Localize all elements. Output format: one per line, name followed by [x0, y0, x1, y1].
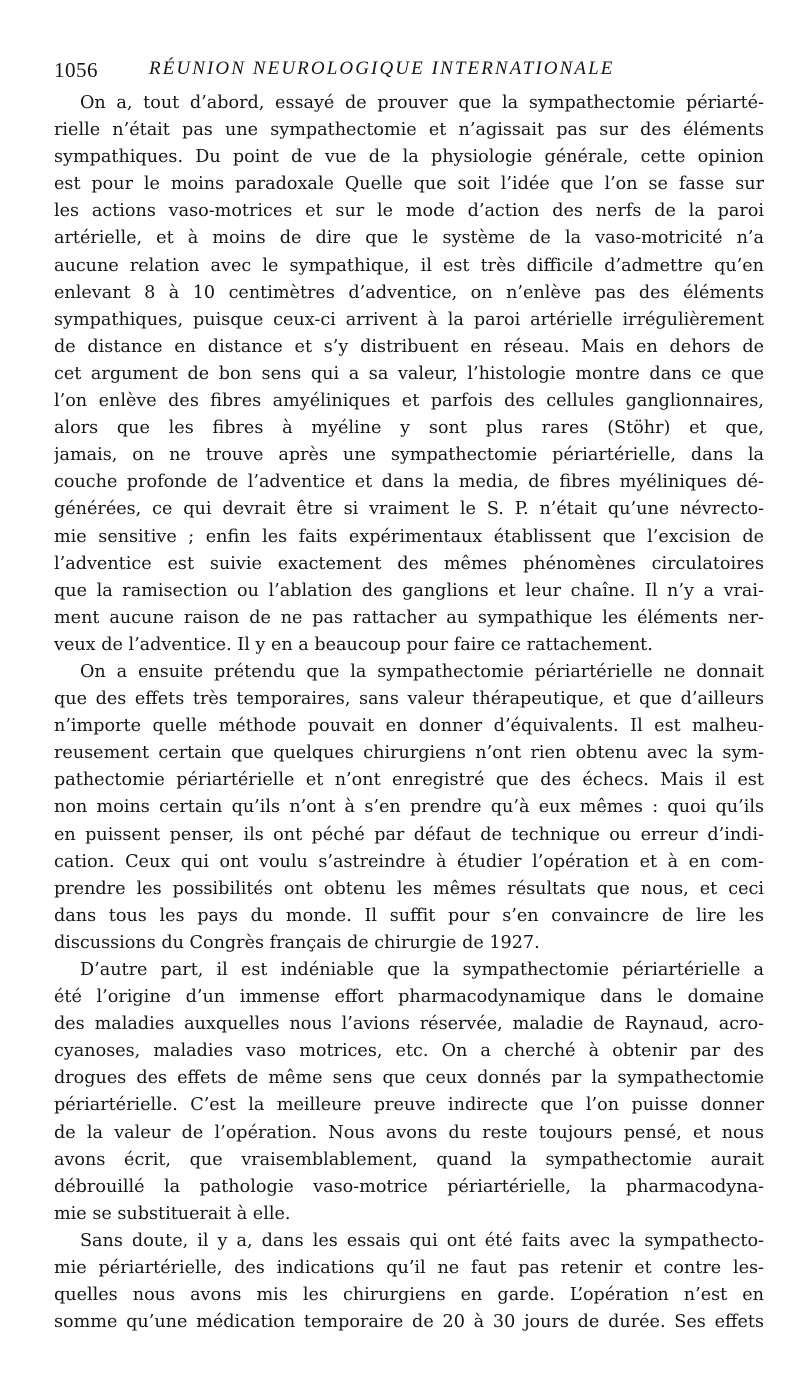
text-line: l’adventice est suivie exactement des mêmes phénomènes circulatoires [54, 553, 764, 574]
text-line: cet argument de bon sens qui a sa valeur, l’histologie montre dans ce que [54, 363, 764, 384]
text-line: sympathiques, puisque ceux-ci arrivent à la paroi artérielle irrégulièrement [54, 309, 764, 330]
text-line: On a, tout d’abord, essayé de prouver que la sympathectomie périarté- [80, 93, 764, 113]
text-line: l’on enlève des fibres amyéliniques et parfois des cellules ganglionnaires, [54, 391, 764, 412]
text-line: artérielle, et à moins de dire que le système de la vaso-motricité n’a [54, 228, 764, 249]
text-line: que des effets très temporaires, sans valeur thérapeutique, et que d’ailleurs [54, 689, 764, 710]
text-line: générées, ce qui devrait être si vraiment le S. P. n’était qu’une névrecto- [54, 499, 764, 520]
text-line: les actions vaso-motrices et sur le mode d’action des nerfs de la paroi [54, 201, 764, 222]
text-line: discussions du Congrès français de chirurgie de 1927. [54, 932, 540, 953]
text-line: On a ensuite prétendu que la sympathectomie périartérielle ne donnait [80, 661, 764, 682]
body-text [54, 90, 764, 1336]
text-line: avons écrit, que vraisemblablement, quand la sympathectomie aurait [54, 1149, 764, 1170]
text-line: été l’origine d’un immense effort pharmacodynamique dans le domaine [54, 987, 764, 1008]
text-line: non moins certain qu’ils n’ont à s’en prendre qu’à eux mêmes : quoi qu’ils [54, 797, 764, 818]
text-line: couche profonde de l’adventice et dans la media, de fibres myéliniques dé- [54, 472, 764, 493]
text-line: quelles nous avons mis les chirurgiens en garde. L’opération n’est en [54, 1285, 764, 1306]
running-title: RÉUNION NEUROLOGIQUE INTERNATIONALE [149, 58, 615, 79]
text-line: en puissent penser, ils ont péché par défaut de technique ou erreur d’indi- [54, 824, 764, 845]
text-line: somme qu’une médication temporaire de 20 à 30 jours de durée. Ses effets [54, 1312, 764, 1333]
text-line: rielle n’était pas une sympathectomie et n’agissait pas sur des éléments [54, 120, 764, 141]
text-line: ment aucune raison de ne pas rattacher au sympathique les éléments ner- [54, 607, 764, 628]
running-header [54, 58, 754, 86]
text-line: n’importe quelle méthode pouvait en donner d’équivalents. Il est malheu- [54, 716, 764, 737]
text-line: cation. Ceux qui ont voulu s’astreindre à étudier l’opération et à en com- [54, 851, 764, 872]
text-line: est pour le moins paradoxale Quelle que soit l’idée que l’on se fasse sur [54, 174, 764, 195]
text-line: veux de l’adventice. Il y en a beaucoup pour faire ce rattachement. [54, 634, 653, 655]
text-line: mie sensitive ; enfin les faits expérimentaux établissent que l’excision de [54, 526, 764, 547]
text-line: prendre les possibilités ont obtenu les mêmes résultats que nous, et ceci [54, 878, 764, 899]
text-line: aucune relation avec le sympathique, il est très difficile d’admettre qu’en [54, 255, 764, 276]
text-line: de la valeur de l’opération. Nous avons du reste toujours pensé, et nous [54, 1122, 764, 1143]
text-line: périartérielle. C’est la meilleure preuve indirecte que l’on puisse donner [54, 1095, 764, 1116]
text-line: sympathiques. Du point de vue de la physiologie générale, cette opinion [54, 147, 764, 168]
text-line: dans tous les pays du monde. Il suffit pour s’en convaincre de lire les [54, 905, 764, 926]
text-line: des maladies auxquelles nous l’avions réservée, maladie de Raynaud, acro- [54, 1014, 764, 1035]
text-line: pathectomie périartérielle et n’ont enregistré que des échecs. Mais il est [54, 770, 764, 791]
text-line: de distance en distance et s’y distribuent en réseau. Mais en dehors de [54, 336, 764, 357]
text-line: enlevant 8 à 10 centimètres d’adventice, on n’enlève pas des éléments [54, 282, 764, 303]
text-line: mie se substituerait à elle. [54, 1203, 291, 1224]
text-line: D’autre part, il est indéniable que la sympathectomie périartérielle a [80, 960, 764, 980]
text-line: mie périartérielle, des indications qu’il ne faut pas retenir et contre les- [54, 1258, 764, 1279]
page-number: 1056 [54, 58, 98, 82]
text-line: drogues des effets de même sens que ceux donnés par la sympathectomie [54, 1068, 764, 1089]
text-line: alors que les fibres à myéline y sont plus rares (Stöhr) et que, [54, 418, 764, 439]
text-line: reusement certain que quelques chirurgiens n’ont rien obtenu avec la sym- [54, 743, 764, 764]
text-line: débrouillé la pathologie vaso-motrice périartérielle, la pharmacodyna- [54, 1176, 764, 1197]
text-line: cyanoses, maladies vaso motrices, etc. On a cherché à obtenir par des [54, 1041, 764, 1062]
text-line: que la ramisection ou l’ablation des ganglions et leur chaîne. Il n’y a vrai- [54, 580, 764, 601]
text-line: Sans doute, il y a, dans les essais qui ont été faits avec la sympathecto- [80, 1230, 764, 1251]
text-line: jamais, on ne trouve après une sympathectomie périartérielle, dans la [54, 445, 764, 466]
